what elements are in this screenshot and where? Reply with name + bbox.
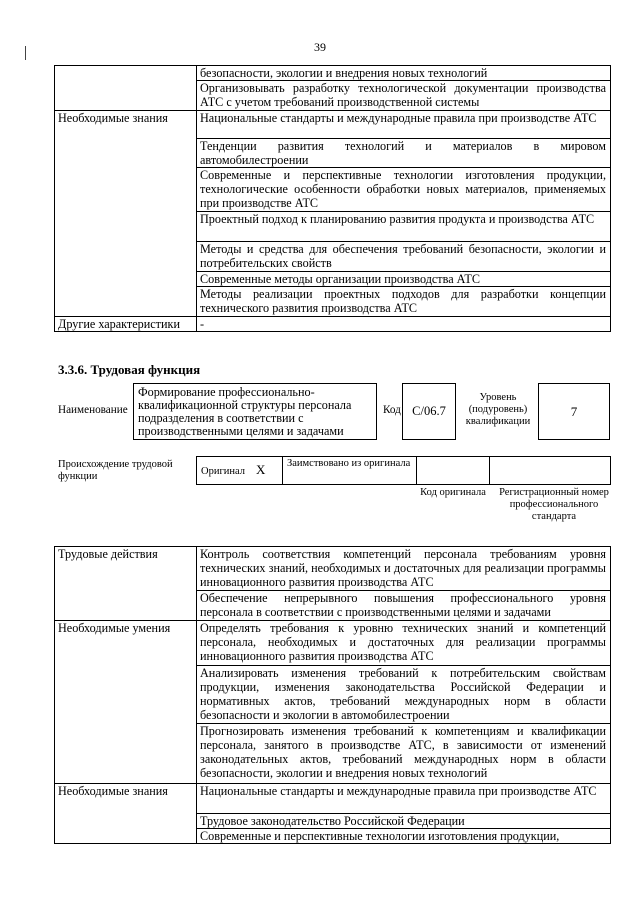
row-label: Необходимые знания xyxy=(55,784,197,844)
row-label: Необходимые знания xyxy=(55,111,197,317)
code-box xyxy=(402,383,456,440)
function-name: Формирование профессионально-квалификационной структуры персонала подразделения в соответствии с производственными целями и задачами xyxy=(138,385,352,438)
row-text: Организовывать разработку технологической документации производства АТС с учетом требований производственной системы xyxy=(197,81,611,111)
row-text: Современные и перспективные технологии изготовления продукции, xyxy=(197,829,611,844)
row-text: Тенденции развития технологий и материалов в мировом автомобилестроении xyxy=(197,139,611,168)
row-text: Проектный подход к планированию развития продукта и производства АТС xyxy=(197,212,611,242)
page-number: 39 xyxy=(314,40,326,54)
margin-mark xyxy=(25,46,26,60)
level-label: Уровень (подуровень) квалификации xyxy=(465,392,531,427)
table-row xyxy=(55,111,611,139)
original-cell xyxy=(197,457,283,485)
table-row xyxy=(55,621,611,666)
code-original-caption: Код оригинала xyxy=(420,487,486,498)
row-text: Национальные стандарты и международные правила при производстве АТС xyxy=(197,784,611,814)
origin-table xyxy=(196,456,611,485)
level-value: 7 xyxy=(570,404,578,419)
row-text: Трудовое законодательство Российской Федерации xyxy=(197,814,611,829)
row-text: Современные и перспективные технологии изготовления продукции, технологические особенности обработки новых материалов, применяемых при производстве АТС xyxy=(197,168,611,212)
row-text: Контроль соответствия компетенций персонала требованиям уровня технических знаний, необходимых и достаточных для реализации программы инновационного развития производства АТС xyxy=(197,547,611,591)
row-label: Другие характеристики xyxy=(55,317,197,332)
row-text: - xyxy=(197,317,611,332)
level-box xyxy=(538,383,610,440)
section-heading: 3.3.6. Трудовая функция xyxy=(58,362,201,377)
name-label: Наименование xyxy=(58,404,128,416)
reg-number-cell xyxy=(490,457,611,485)
top-table xyxy=(54,65,611,332)
row-label xyxy=(55,66,197,111)
row-text: Анализировать изменения требований к потребительским свойствам продукции, изменения законодательства Российской Федерации и нормативных актов, требований международных норм в области безопасности и экологии в автомобилестроении xyxy=(197,666,611,724)
function-name-box xyxy=(133,383,377,440)
original-label: Оригинал xyxy=(201,466,245,477)
table-row xyxy=(55,317,611,332)
row-text: безопасности, экологии и внедрения новых технологий xyxy=(197,66,611,81)
reg-number-caption: Регистрационный номер профессионального стандарта xyxy=(499,487,609,522)
table-row xyxy=(55,784,611,814)
table-row xyxy=(55,66,611,81)
code-value: С/06.7 xyxy=(412,404,446,418)
original-mark: X xyxy=(256,462,266,477)
origin-label: Происхождение трудовой функции xyxy=(58,459,173,482)
row-label: Трудовые действия xyxy=(55,547,197,621)
row-text: Определять требования к уровню технических знаний и компетенций персонала, необходимых и достаточных для реализации программы инновационного развития производства АТС xyxy=(197,621,611,666)
bottom-table xyxy=(54,546,611,844)
borrowed-label: Заимствовано из оригинала xyxy=(283,457,417,485)
row-text: Современные методы организации производства АТС xyxy=(197,272,611,287)
table-row xyxy=(55,547,611,591)
row-text: Обеспечение непрерывного повышения профессионального уровня персонала в соответствии с производственными целями и задачами xyxy=(197,591,611,621)
code-original-cell xyxy=(417,457,490,485)
code-label: Код xyxy=(383,404,401,416)
row-text: Методы реализации проектных подходов для разработки концепции технического развития производства АТС xyxy=(197,287,611,317)
row-text: Прогнозировать изменения требований к компетенциям и квалификации персонала, занятого в производстве АТС, в зависимости от изменений законодательных актов, требований международных норм в области безопасности, экологии и внедрения новых технологий xyxy=(197,724,611,784)
row-text: Национальные стандарты и международные правила при производстве АТС xyxy=(197,111,611,139)
row-text: Методы и средства для обеспечения требований безопасности, экологии и потребительских свойств xyxy=(197,242,611,272)
row-label: Необходимые умения xyxy=(55,621,197,784)
